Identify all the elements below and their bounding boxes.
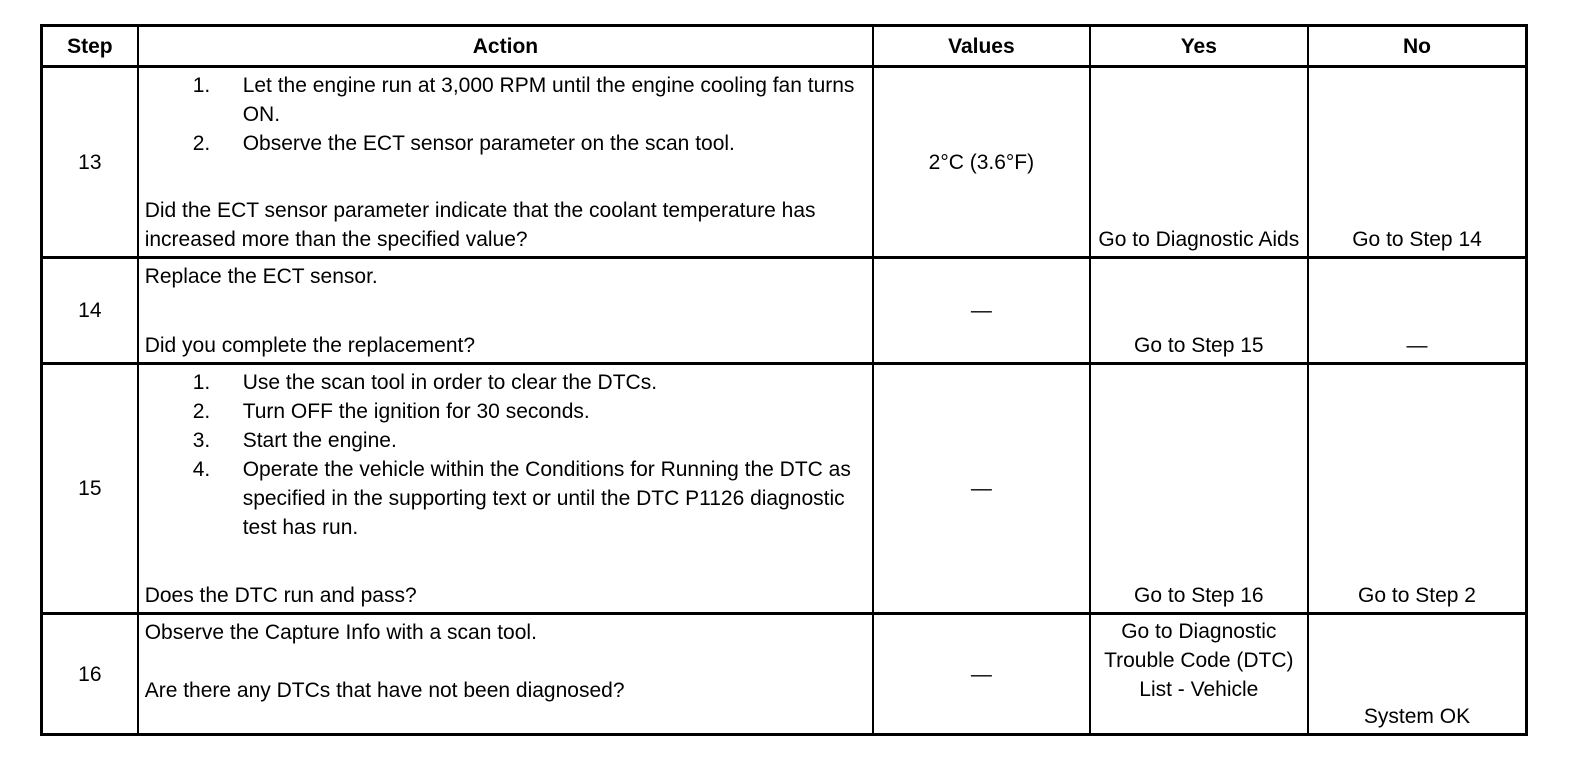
question-text: Are there any DTCs that have not been diagnosed?	[144, 679, 625, 702]
instruction-number: 4.	[192, 458, 211, 481]
no-cell: Go to Step 2	[1308, 364, 1526, 614]
instruction-item	[192, 455, 866, 542]
header-action: Action	[138, 26, 873, 67]
instruction-text: Start the engine.	[242, 429, 397, 452]
step-number: 13	[42, 67, 138, 258]
step-number: 14	[42, 258, 138, 364]
instruction-item	[192, 397, 866, 426]
no-cell: System OK	[1308, 614, 1526, 735]
table-row-step-13	[42, 67, 1527, 258]
step-number: 15	[42, 364, 138, 614]
header-row	[42, 26, 1527, 67]
action-cell	[138, 258, 873, 364]
instruction-list	[145, 71, 866, 158]
values-cell: —	[873, 364, 1089, 614]
no-cell: Go to Step 14	[1308, 67, 1526, 258]
instruction-item	[192, 129, 866, 158]
values-cell: —	[873, 614, 1089, 735]
table-row-step-15	[42, 364, 1527, 614]
question-text: Does the DTC run and pass?	[144, 584, 417, 607]
action-cell	[138, 614, 873, 735]
instruction-text: Operate the vehicle within the Conditions for Running the DTC as specified in the supporting text or until the DTC P1126 diagnostic test has run.	[242, 458, 851, 539]
header-step: Step	[42, 26, 138, 67]
instruction-item	[192, 426, 866, 455]
instruction-number: 3.	[192, 429, 211, 452]
table-row-step-14	[42, 258, 1527, 364]
yes-cell: Go to Step 16	[1090, 364, 1308, 614]
diagnostic-table	[40, 24, 1528, 736]
instruction-list	[145, 368, 866, 542]
instruction-text: Let the engine run at 3,000 RPM until the engine cooling fan turns ON.	[242, 74, 855, 126]
instruction-text: Turn OFF the ignition for 30 seconds.	[242, 400, 590, 423]
instruction-number: 1.	[192, 371, 211, 394]
question-text: Did the ECT sensor parameter indicate that the coolant temperature has increased more than the specified value?	[144, 199, 816, 251]
header-yes: Yes	[1090, 26, 1308, 67]
instruction-number: 2.	[192, 400, 211, 423]
instruction-number: 2.	[192, 132, 211, 155]
step-number: 16	[42, 614, 138, 735]
action-cell	[138, 67, 873, 258]
action-statement: Replace the ECT sensor.	[144, 265, 378, 288]
instruction-text: Observe the ECT sensor parameter on the scan tool.	[242, 132, 735, 155]
instruction-item	[192, 71, 866, 129]
header-values: Values	[873, 26, 1089, 67]
instruction-item	[192, 368, 866, 397]
no-cell: —	[1308, 258, 1526, 364]
yes-cell: Go to Step 15	[1090, 258, 1308, 364]
values-cell: —	[873, 258, 1089, 364]
yes-cell: Go to Diagnostic Trouble Code (DTC) List - Vehicle	[1090, 614, 1308, 735]
header-no: No	[1308, 26, 1526, 67]
question-text: Did you complete the replacement?	[144, 334, 476, 357]
yes-cell: Go to Diagnostic Aids	[1090, 67, 1308, 258]
values-cell: 2°C (3.6°F)	[873, 67, 1089, 258]
instruction-text: Use the scan tool in order to clear the DTCs.	[242, 371, 658, 394]
instruction-number: 1.	[192, 74, 211, 97]
table-row-step-16	[42, 614, 1527, 735]
action-statement: Observe the Capture Info with a scan tool.	[144, 621, 537, 644]
action-cell	[138, 364, 873, 614]
